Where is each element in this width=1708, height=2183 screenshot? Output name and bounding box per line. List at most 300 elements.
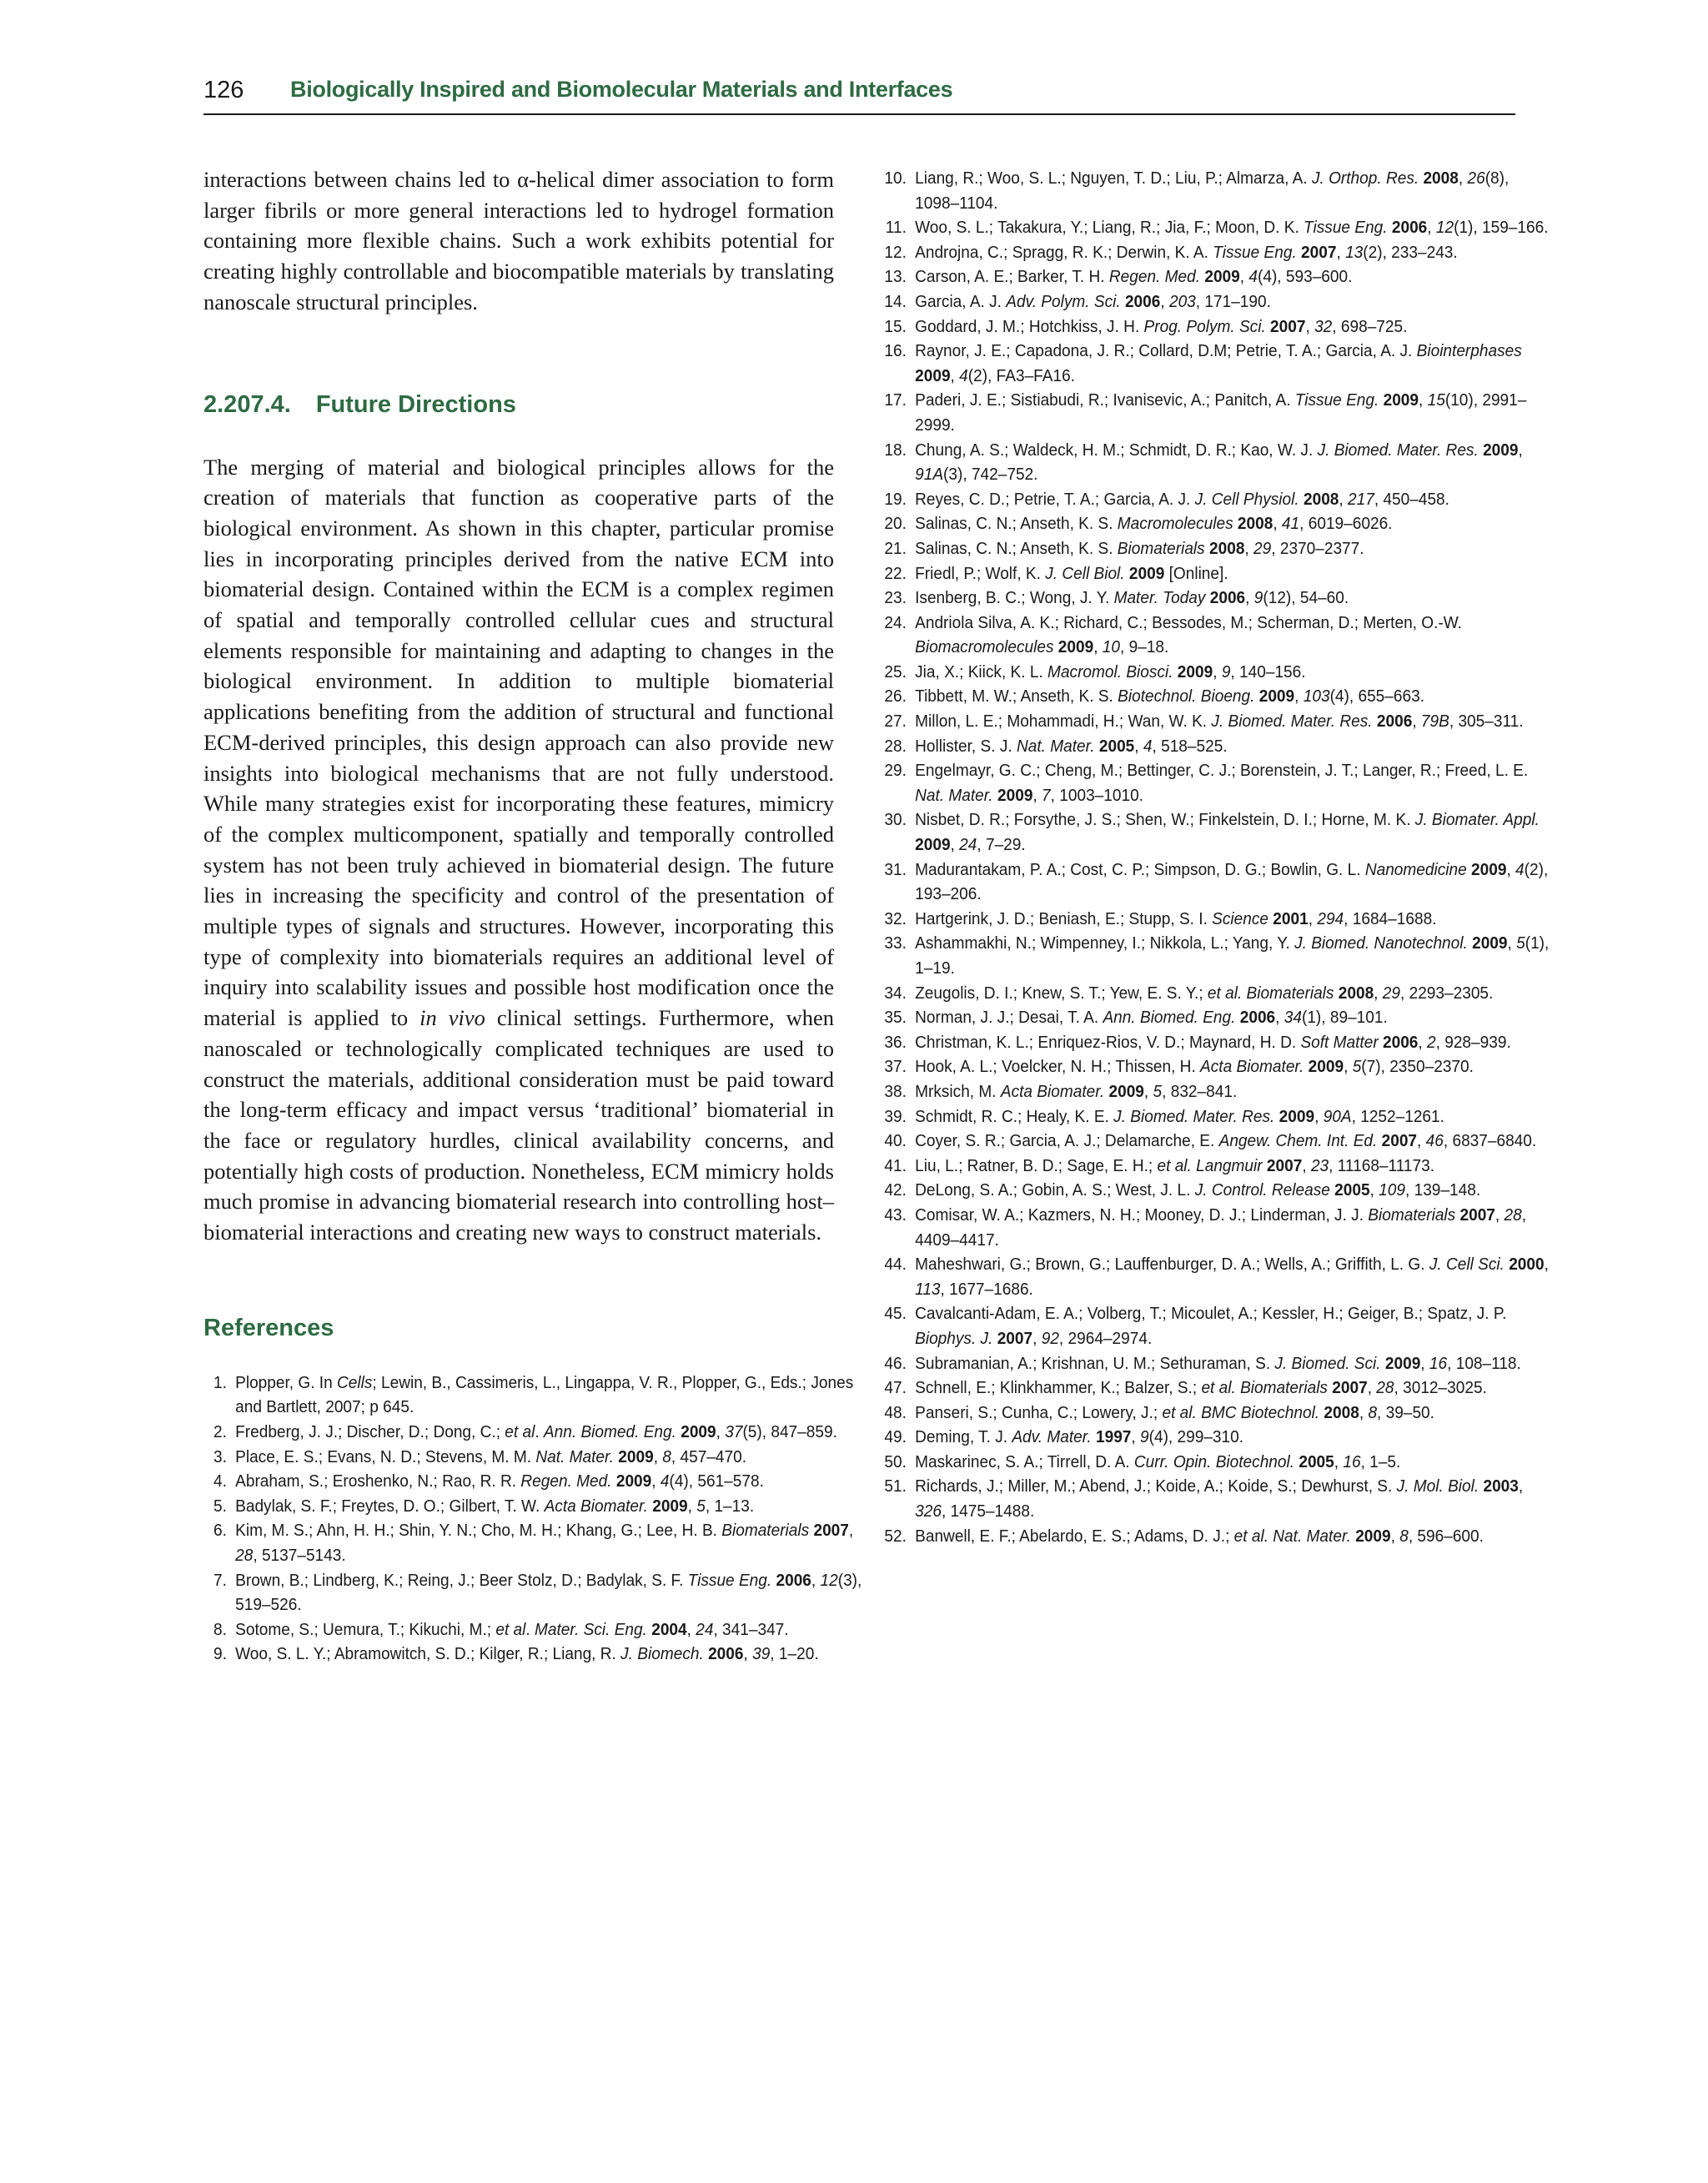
reference-text: Acta Biomater. — [1000, 1081, 1105, 1101]
reference-text: , — [1339, 489, 1349, 509]
reference-text: , — [1420, 1353, 1429, 1373]
reference-text: Hollister, S. J. — [915, 736, 1017, 756]
reference-text: Macromol. Biosci. — [1047, 661, 1173, 682]
reference-text: Cells — [337, 1372, 373, 1392]
reference-text: 8 — [662, 1446, 671, 1466]
reference-text: 2008 — [1324, 1402, 1359, 1422]
reference-text: Androjna, C.; Spragg, R. K.; Derwin, K. A. — [915, 242, 1213, 262]
reference-text: 37 — [725, 1421, 743, 1441]
reference-text: 4 — [1248, 267, 1258, 287]
reference-number: 24. — [884, 612, 907, 632]
reference-item — [883, 561, 1551, 586]
references-list-right — [883, 166, 1550, 1548]
reference-text: 13 — [1345, 242, 1364, 262]
reference-text: , — [950, 365, 960, 385]
reference-text: , — [1093, 637, 1103, 657]
reference-number: 18. — [884, 440, 907, 460]
reference-text: 2000 — [1509, 1255, 1545, 1275]
reference-text: Tibbett, M. W.; Anseth, K. S. — [915, 687, 1118, 707]
reference-text: , 5137–5143. — [253, 1545, 346, 1565]
reference-text: 9 — [1253, 588, 1263, 608]
reference-text: Schmidt, R. C.; Healy, K. E. — [915, 1106, 1114, 1126]
reference-text: 2009 — [915, 365, 951, 385]
reference-text: , — [1506, 859, 1516, 879]
reference-text: , — [848, 1521, 854, 1541]
reference-number: 43. — [884, 1205, 907, 1225]
reference-text: 2004 — [651, 1619, 687, 1639]
reference-item — [203, 1617, 868, 1642]
reference-text: 2007 — [1270, 316, 1306, 336]
reference-text: (1), 159–166. — [1454, 218, 1549, 238]
reference-text: 2006 — [1391, 218, 1428, 238]
reference-text: Biomaterials — [721, 1521, 810, 1541]
reference-text: 28 — [1504, 1205, 1522, 1225]
reference-text: , 1475–1488. — [941, 1501, 1035, 1522]
reference-text: J. Biomed. Mater. Res. — [1211, 712, 1373, 732]
reference-text: , — [950, 835, 960, 855]
reference-item — [883, 264, 1551, 289]
future-directions-paragraph — [203, 452, 834, 1248]
reference-text: , — [1359, 1402, 1369, 1422]
reference-text: 90A — [1323, 1106, 1352, 1126]
reference-text: , — [1494, 1205, 1505, 1225]
reference-text: 109 — [1379, 1180, 1406, 1200]
reference-text: Mrksich, M. — [915, 1081, 1001, 1101]
reference-text: et al — [505, 1421, 535, 1441]
reference-item — [883, 1203, 1551, 1252]
reference-number: 47. — [884, 1378, 907, 1398]
reference-number: 32. — [884, 908, 907, 928]
reference-number: 50. — [884, 1451, 907, 1471]
reference-number: 11. — [885, 218, 907, 238]
reference-item — [203, 1420, 868, 1445]
reference-text: , 139–148. — [1405, 1180, 1481, 1200]
reference-text: , 6837–6840. — [1443, 1131, 1537, 1151]
reference-number: 12. — [884, 242, 907, 262]
reference-text: , — [1418, 1032, 1428, 1052]
reference-number: 46. — [884, 1353, 907, 1373]
reference-item — [883, 1154, 1551, 1179]
reference-text: Schnell, E.; Klinkhammer, K.; Balzer, S.; — [915, 1378, 1202, 1398]
running-header — [203, 77, 1515, 115]
reference-text: 32 — [1314, 316, 1333, 336]
reference-text: 5 — [1352, 1057, 1362, 1077]
reference-item — [883, 166, 1551, 215]
reference-text: , 341–347. — [713, 1619, 789, 1639]
reference-text: Science — [1212, 908, 1269, 928]
reference-text: 2007 — [813, 1521, 849, 1541]
reference-text: Kim, M. S.; Ahn, H. H.; Shin, Y. N.; Cho, M. H.; Khang, G.; Lee, H. B. — [235, 1521, 722, 1541]
reference-number: 42. — [884, 1180, 907, 1200]
reference-text: 91A — [915, 465, 944, 485]
reference-text: Panseri, S.; Cunha, C.; Lowery, J.; — [915, 1402, 1163, 1422]
reference-text: 5 — [696, 1496, 706, 1516]
reference-text: 2006 — [708, 1644, 744, 1664]
reference-text: 24 — [696, 1619, 714, 1639]
reference-text: 326 — [915, 1501, 942, 1522]
reference-text: , 450–458. — [1374, 489, 1449, 509]
reference-number: 10. — [884, 169, 907, 188]
reference-item — [883, 611, 1551, 660]
reference-text: , 1677–1686. — [940, 1279, 1033, 1299]
reference-text: Madurantakam, P. A.; Cost, C. P.; Simpson, D. G.; Bowlin, G. L. — [915, 859, 1365, 879]
reference-text: , 1252–1261. — [1351, 1106, 1444, 1126]
reference-text: , 928–939. — [1435, 1032, 1511, 1052]
reference-text: 12 — [820, 1570, 838, 1590]
reference-item — [883, 1252, 1551, 1301]
reference-text: , — [1244, 538, 1254, 558]
reference-number: 52. — [884, 1526, 907, 1546]
reference-text: J. Cell Physiol. — [1194, 489, 1299, 509]
reference-item — [883, 709, 1551, 734]
reference-text: Jia, X.; Kiick, K. L. — [915, 661, 1048, 682]
reference-text: Fredberg, J. J.; Discher, D.; Dong, C.; — [235, 1421, 505, 1441]
reference-text: Richards, J.; Miller, M.; Abend, J.; Koide, A.; Koide, S.; Dewhurst, S. — [915, 1476, 1397, 1496]
reference-item — [883, 1079, 1551, 1104]
reference-text: , 698–725. — [1332, 316, 1408, 336]
reference-text: Banwell, E. F.; Abelardo, E. S.; Adams, D. J.; — [915, 1526, 1234, 1546]
reference-number: 39. — [884, 1106, 907, 1126]
reference-text: Prog. Polym. Sci. — [1143, 316, 1266, 336]
reference-text: Woo, S. L. Y.; Abramowitch, S. D.; Kilger, R.; Liang, R. — [235, 1644, 621, 1664]
reference-text: Tissue Eng. — [687, 1570, 772, 1590]
reference-text: , — [1302, 1155, 1311, 1175]
reference-text: (5), 847–859. — [742, 1421, 837, 1441]
reference-item — [883, 511, 1551, 536]
reference-text: Salinas, C. N.; Anseth, K. S. — [915, 538, 1118, 558]
reference-text: Acta Biomater. — [544, 1496, 648, 1516]
reference-number: 9. — [213, 1644, 227, 1664]
reference-text: , — [811, 1570, 821, 1590]
reference-text: 2009 — [1472, 933, 1508, 953]
reference-text: Norman, J. J.; Desai, T. A. — [915, 1008, 1103, 1028]
reference-text: 113 — [915, 1279, 941, 1299]
reference-number: 16. — [884, 341, 907, 361]
reference-text: Isenberg, B. C.; Wong, J. Y. — [915, 588, 1114, 608]
reference-text: Millon, L. E.; Mohammadi, H.; Wan, W. K. — [915, 712, 1212, 732]
reference-text: , 4409–4417. — [915, 1205, 1527, 1250]
reference-text: 2009 — [1057, 637, 1094, 657]
reference-text: 9 — [1140, 1427, 1149, 1447]
reference-text: , — [1367, 1378, 1377, 1398]
reference-text: 2005 — [1299, 1451, 1334, 1471]
reference-number: 22. — [884, 563, 907, 583]
reference-text: , 9–18. — [1120, 637, 1169, 657]
reference-text: Macromolecules — [1117, 514, 1233, 534]
reference-text: 2009 — [1383, 390, 1419, 410]
reference-number: 21. — [884, 538, 907, 558]
reference-text: 7 — [1042, 785, 1051, 805]
reference-text: , 11168–11173. — [1329, 1155, 1435, 1175]
reference-item — [203, 1469, 868, 1494]
reference-text: Biomaterials — [1368, 1205, 1456, 1225]
reference-text: , — [1131, 1427, 1141, 1447]
reference-text: Andriola Silva, A. K.; Richard, C.; Bessodes, M.; Scherman, D.; Merten, O.-W. — [915, 612, 1462, 632]
reference-text: , — [1032, 1328, 1042, 1348]
reference-text: , — [1334, 1451, 1344, 1471]
reference-text: 2003 — [1483, 1476, 1519, 1496]
reference-text: 2008 — [1338, 983, 1374, 1003]
reference-text: Garcia, A. J. — [915, 291, 1007, 311]
reference-text: Salinas, C. N.; Anseth, K. S. — [915, 514, 1118, 534]
reference-item — [883, 240, 1551, 265]
reference-text: , — [716, 1421, 726, 1441]
reference-text: 2009 — [1108, 1081, 1144, 1101]
reference-text: 217 — [1348, 489, 1374, 509]
reference-number: 5. — [213, 1496, 227, 1516]
reference-text: Paderi, J. E.; Sistiabudi, R.; Ivanisevic, A.; Panitch, A. — [915, 390, 1295, 410]
reference-text: Hook, A. L.; Voelcker, N. H.; Thissen, H. — [915, 1057, 1201, 1077]
reference-text: , 305–311. — [1449, 712, 1524, 732]
reference-text: (3), 742–752. — [943, 465, 1038, 485]
reference-number: 7. — [213, 1570, 227, 1590]
reference-text: Tissue Eng. — [1304, 218, 1388, 238]
reference-text: 2009 — [1278, 1106, 1315, 1126]
reference-item — [883, 536, 1551, 561]
reference-text: et al — [495, 1619, 526, 1639]
reference-number: 37. — [884, 1057, 907, 1077]
reference-text: , — [743, 1644, 753, 1664]
future-directions-text-2: clinical settings. Furthermore, when nanoscaled or technologically complicated techniques are used to construct the materials, additional consideration must be paid toward the long-term efficacy and impact versus ‘traditional’ biomaterial in the face or regulatory hurdles, clinical availability concerns, and potentially high costs of production. Nonetheless, ECM mimicry holds much promise in advancing biomaterial research into controlling host–biomaterial interactions and creating new ways to construct materials. — [203, 1005, 835, 1245]
reference-text: Zeugolis, D. I.; Knew, S. T.; Yew, E. S. Y.; — [915, 983, 1208, 1003]
reference-number: 23. — [884, 588, 907, 608]
left-column — [203, 164, 862, 1667]
reference-text: , — [1419, 390, 1428, 410]
reference-text: 2008 — [1303, 489, 1339, 509]
reference-text: , — [1239, 267, 1249, 287]
reference-text: 4 — [1143, 736, 1153, 756]
reference-item — [883, 660, 1551, 685]
reference-text: 2009 — [997, 785, 1033, 805]
reference-text: , 596–600. — [1408, 1526, 1484, 1546]
reference-text: Nat. Mater. — [535, 1446, 614, 1466]
reference-item — [883, 1376, 1551, 1401]
reference-text: , — [687, 1496, 697, 1516]
right-column — [883, 166, 1550, 1548]
reference-text: 2007 — [1459, 1205, 1495, 1225]
reference-text: J. Biomed. Mater. Res. — [1317, 440, 1479, 460]
reference-number: 34. — [884, 983, 907, 1003]
reference-text: Christman, K. L.; Enriquez-Rios, V. D.; Maynard, H. D. — [915, 1032, 1301, 1052]
reference-text: J. Biomech. — [620, 1644, 704, 1664]
reference-text: 2007 — [1301, 242, 1337, 262]
reference-text: Maheshwari, G.; Brown, G.; Lauffenburger, D. A.; Wells, A.; Griffith, L. G. — [915, 1255, 1429, 1275]
reference-text: , 140–156. — [1230, 661, 1306, 682]
reference-text: 2006 — [776, 1570, 811, 1590]
reference-text: Biomacromolecules — [915, 637, 1054, 657]
references-heading: References — [203, 1314, 334, 1341]
section-heading — [203, 391, 834, 419]
reference-number: 29. — [884, 761, 907, 781]
future-directions-italic: in vivo — [419, 1005, 485, 1031]
reference-text: 5 — [1516, 933, 1525, 953]
reference-item — [883, 388, 1551, 437]
reference-text: . — [535, 1421, 544, 1441]
reference-text: Woo, S. L.; Takakura, Y.; Liang, R.; Jia, F.; Moon, D. K. — [915, 218, 1304, 238]
reference-text: Acta Biomater. — [1200, 1057, 1304, 1077]
reference-item — [883, 734, 1551, 759]
reference-number: 2. — [213, 1421, 227, 1441]
reference-text: 4 — [660, 1471, 670, 1491]
page-number: 126 — [203, 77, 244, 103]
reference-text: 2009 — [915, 835, 951, 855]
reference-number: 27. — [884, 712, 907, 732]
reference-item — [883, 1351, 1551, 1376]
reference-number: 51. — [884, 1476, 907, 1496]
reference-text: Biotechnol. Bioeng. — [1118, 687, 1255, 707]
reference-text: 4 — [959, 365, 968, 385]
reference-text: , 457–470. — [671, 1446, 747, 1466]
reference-text: 203 — [1168, 291, 1196, 311]
reference-item — [883, 1030, 1551, 1055]
reference-number: 45. — [884, 1304, 907, 1324]
reference-number: 14. — [884, 291, 907, 311]
reference-text: 2 — [1427, 1032, 1436, 1052]
reference-text: Ashammakhi, N.; Wimpenney, I.; Nikkola, L.; Yang, Y. — [915, 933, 1295, 953]
reference-text: Biointerphases — [1416, 341, 1522, 361]
reference-text: , — [651, 1471, 661, 1491]
reference-text: , 7–29. — [977, 835, 1026, 855]
reference-text: Curr. Opin. Biotechnol. — [1133, 1451, 1295, 1471]
reference-text: (1), 1–19. — [915, 933, 1550, 978]
reference-text: 79B — [1420, 712, 1449, 732]
reference-item — [203, 1518, 868, 1567]
reference-text: , 2370–2377. — [1271, 538, 1364, 558]
reference-number: 15. — [884, 316, 907, 336]
reference-number: 36. — [884, 1032, 907, 1052]
reference-text: Abraham, S.; Eroshenko, N.; Rao, R. R. — [235, 1471, 521, 1491]
reference-text: 2009 — [1128, 563, 1165, 583]
reference-text: , 3012–3025. — [1394, 1378, 1487, 1398]
reference-item — [883, 339, 1551, 388]
reference-text: Engelmayr, G. C.; Cheng, M.; Bettinger, C. J.; Borenstein, J. T.; Langer, R.; Freed, L. E. — [915, 761, 1529, 781]
reference-text: 2007 — [1381, 1131, 1418, 1151]
reference-text: 2009 — [681, 1421, 716, 1441]
reference-text: , — [1369, 1180, 1379, 1200]
reference-text: Mater. Sci. Eng. — [534, 1619, 647, 1639]
reference-number: 26. — [884, 687, 907, 707]
reference-number: 33. — [884, 933, 907, 953]
reference-text: 2008 — [1423, 169, 1459, 188]
reference-text: 29 — [1382, 983, 1401, 1003]
reference-text: 2006 — [1239, 1008, 1276, 1028]
reference-text: , 2293–2305. — [1400, 983, 1494, 1003]
reference-text: 1997 — [1095, 1427, 1132, 1447]
reference-text: , — [1412, 712, 1421, 732]
reference-item — [203, 1371, 868, 1420]
future-directions-text-1: The merging of material and biological principles allows for the creation of materials that function as cooperative parts of the biological environment. As shown in this chapter, particular promise lies in incorporating principles derived from the native ECM into biomaterial design. Contained within the ECM is a complex regimen of spatial and temporally controlled cellular cues and structural elements responsible for maintaining and adapting to changes in the biological environment. In addition to multiple biomaterial applications benefiting from the addition of structural and functional ECM-derived principles, this design approach can also provide new insights into biological mechanisms that are not fully understood. While many strategies exist for incorporating these features, mimicry of the complex multicomponent, spatially and temporally controlled system has not been truly achieved in biomaterial design. The future lies in increasing the specificity and control of the presentation of multiple types of signals and structures. However, incorporating this type of complexity into biomaterials requires an additional level of inquiry into scalability issues and possible host modification once the material is applied to — [203, 454, 834, 1031]
reference-text: 4 — [1515, 859, 1525, 879]
reference-text: DeLong, S. A.; Gobin, A. S.; West, J. L. — [915, 1180, 1195, 1200]
reference-text: J. Cell Sci. — [1429, 1255, 1505, 1275]
reference-text: 2009 — [1258, 687, 1295, 707]
reference-text: 15 — [1427, 390, 1445, 410]
reference-text: 2008 — [1237, 514, 1273, 534]
reference-item — [883, 1524, 1551, 1549]
reference-item — [883, 586, 1551, 611]
reference-text: et al. Biomaterials — [1201, 1378, 1328, 1398]
reference-text: 2009 — [618, 1446, 654, 1466]
reference-text: 2007 — [1266, 1155, 1303, 1175]
reference-item — [883, 1054, 1551, 1079]
reference-text: 2009 — [1483, 440, 1519, 460]
reference-item — [203, 1568, 868, 1617]
reference-text: 10 — [1102, 637, 1121, 657]
reference-item — [883, 1005, 1551, 1030]
reference-text: Cavalcanti-Adam, E. A.; Volberg, T.; Micoulet, A.; Kessler, H.; Geiger, B.; Spatz, J. P. — [915, 1304, 1507, 1324]
reference-text: 2009 — [1355, 1526, 1391, 1546]
reference-text: , — [1294, 687, 1304, 707]
reference-text: Ann. Biomed. Eng. — [1103, 1008, 1236, 1028]
reference-text: Nat. Mater. — [1016, 736, 1095, 756]
reference-number: 3. — [213, 1446, 227, 1466]
reference-item — [883, 1401, 1551, 1426]
reference-number: 31. — [884, 859, 907, 879]
reference-item — [883, 215, 1551, 240]
reference-text: 2006 — [1124, 291, 1161, 311]
reference-text: 8 — [1399, 1526, 1409, 1546]
reference-text: 294 — [1317, 908, 1344, 928]
reference-text: , 1–5. — [1360, 1451, 1401, 1471]
reference-text: , — [653, 1446, 663, 1466]
reference-text: Subramanian, A.; Krishnan, U. M.; Sethuraman, S. — [915, 1353, 1275, 1373]
reference-item — [883, 1474, 1551, 1523]
reference-text: (7), 2350–2370. — [1361, 1057, 1474, 1077]
reference-text: , 518–525. — [1152, 736, 1228, 756]
reference-text: . — [525, 1619, 535, 1639]
reference-item — [203, 1445, 868, 1470]
reference-text: (2), FA3–FA16. — [967, 365, 1075, 385]
reference-text: , 108–118. — [1447, 1353, 1521, 1373]
reference-text: Nisbet, D. R.; Forsythe, J. S.; Shen, W.; Finkelstein, D. I.; Horne, M. K. — [915, 810, 1415, 830]
reference-text: J. Mol. Biol. — [1396, 1476, 1479, 1496]
reference-number: 48. — [884, 1402, 907, 1422]
reference-item — [883, 289, 1551, 314]
reference-number: 4. — [213, 1471, 227, 1491]
reference-number: 40. — [884, 1131, 907, 1151]
reference-text: J. Control. Release — [1194, 1180, 1330, 1200]
reference-text: Angew. Chem. Int. Ed. — [1218, 1131, 1378, 1151]
reference-text: Brown, B.; Lindberg, K.; Reing, J.; Beer Stolz, D.; Badylak, S. F. — [235, 1570, 688, 1590]
reference-number: 17. — [884, 390, 907, 410]
reference-text: Tissue Eng. — [1213, 242, 1297, 262]
reference-text: 2009 — [1308, 1057, 1344, 1077]
reference-text: J. Biomed. Nanotechnol. — [1294, 933, 1468, 953]
reference-text: Adv. Mater. — [1012, 1427, 1092, 1447]
reference-text: 2006 — [1382, 1032, 1419, 1052]
reference-item — [883, 981, 1551, 1006]
reference-item — [203, 1642, 868, 1667]
reference-text: (8), 1098–1104. — [915, 169, 1510, 213]
reference-text: Regen. Med. — [520, 1471, 612, 1491]
reference-text: 2009 — [1177, 661, 1213, 682]
reference-text: J. Biomed. Mater. Res. — [1113, 1106, 1275, 1126]
reference-item — [883, 931, 1551, 980]
reference-text: 2009 — [1471, 859, 1507, 879]
reference-text: (4), 593–600. — [1257, 267, 1353, 287]
reference-text: , 2964–2974. — [1058, 1328, 1153, 1348]
reference-text: Nat. Mater. — [915, 785, 993, 805]
reference-text: 103 — [1303, 687, 1330, 707]
reference-item — [883, 1104, 1551, 1129]
reference-text: (10), 2991–2999. — [915, 390, 1527, 435]
reference-text: ; Lewin, B., Cassimeris, L., Lingappa, V. R., Plopper, G., Eds.; Jones and Bartlett, 2007; p 645. — [235, 1372, 854, 1417]
reference-text: Mater. Today — [1113, 588, 1206, 608]
reference-text: 46 — [1425, 1131, 1444, 1151]
reference-text: 2009 — [1384, 1353, 1421, 1373]
reference-text: , 39–50. — [1377, 1402, 1434, 1422]
reference-item — [883, 684, 1551, 709]
